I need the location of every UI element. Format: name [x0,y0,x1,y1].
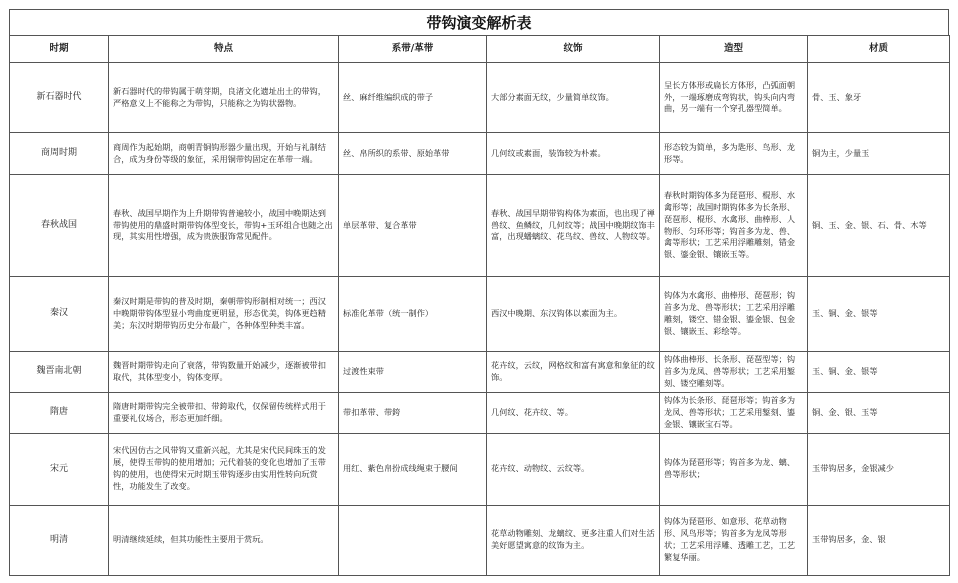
shape-cell: 钩体曲棒形、长条形、琵琶型等；钩首多为龙凤、兽等形状；工艺采用錾刻、镂空雕刻等。 [660,352,808,393]
shape-cell: 钩体为琵琶形等；钩首多为龙、螭、兽等形状； [660,433,808,505]
period-cell: 秦汉 [10,277,109,352]
material-cell: 玉、铜、金、银等 [808,352,950,393]
belt-cell: 带扣革带、带銙 [339,393,487,434]
table-row [10,175,950,277]
header-feature: 特点 [109,36,339,63]
shape-cell: 钩体为长条形、琵琶形等；钩首多为龙凤、兽等形状；工艺采用錾刻、鎏金银、镶嵌宝石等。 [660,393,808,434]
shape-cell: 钩体为琵琶形、如意形、花草动物形、风鸟形等；钩首多为龙凤等形状；工艺采用浮雕、透雕工艺，工艺繁复华丽。 [660,505,808,575]
belt-cell: 用红、紫色帛扮成线绳束于腰间 [339,433,487,505]
pattern-cell: 几何纹或素面，装饰较为朴素。 [487,133,660,175]
pattern-cell: 西汉中晚期、东汉钩体以素面为主。 [487,277,660,352]
material-cell: 铜、玉、金、银、石、骨、木等 [808,175,950,277]
table-header-row [10,36,950,63]
material-cell: 铜、金、银、玉等 [808,393,950,434]
feature-cell: 春秋、战国早期作为上升期带钩普遍较小，战国中晚期达到带钩使用的鼎盛时期带钩体型变长，带钩+玉环组合也随之出现，其实用性增强，成为贵族服饰常见配件。 [109,175,339,277]
pattern-cell: 花卉纹、动物纹、云纹等。 [487,433,660,505]
belt-cell: 单层革带、复合革带 [339,175,487,277]
period-cell: 春秋战国 [10,175,109,277]
pattern-cell: 花草动物雕刻、龙螭纹、更多注重人们对生活美好愿望寓意的纹饰为主。 [487,505,660,575]
header-material: 材质 [808,36,950,63]
table-row [10,433,950,505]
table-row [10,393,950,434]
header-shape: 造型 [660,36,808,63]
shape-cell: 形态较为简单，多为匙形、鸟形、龙形等。 [660,133,808,175]
feature-cell: 宋代因仿古之风带钩又重新兴起，尤其是宋代民间珠玉的发展，使得玉带钩的使用增加；元代着装的变化也增加了玉带钩的使用，也使得宋元时期玉带钩逐步由实用性转向玩赏性，功能发生了改变。 [109,433,339,505]
feature-cell: 新石器时代的带钩属于萌芽期，良渚文化遗址出土的带钩，严格意义上不能称之为带钩，只能称之为钩状器物。 [109,63,339,133]
belt-cell: 丝、帛所织的系带、原始革带 [339,133,487,175]
material-cell: 玉带钩居多，金、银 [808,505,950,575]
feature-cell: 明清继续延续，但其功能性主要用于赏玩。 [109,505,339,575]
belt-cell: 过渡性束带 [339,352,487,393]
pattern-cell: 花卉纹，云纹，网格纹和富有寓意和象征的纹饰。 [487,352,660,393]
period-cell: 宋元 [10,433,109,505]
table-row [10,277,950,352]
table-title: 带钩演变解析表 [9,9,949,35]
pattern-cell: 大部分素面无纹，少量简单纹饰。 [487,63,660,133]
evolution-table-container [9,9,949,576]
pattern-cell: 春秋、战国早期带钩构体为素面，也出现了禅兽纹、鱼鳞纹，几何纹等；战国中晚期纹饰丰富，出现蟠螭纹、花鸟纹、兽纹、人物纹等。 [487,175,660,277]
feature-cell: 隋唐时期带钩完全被带扣、带銙取代，仅保留传统样式用于重要礼仪场合，形态更加纤细。 [109,393,339,434]
belt-cell [339,505,487,575]
period-cell: 魏晋南北朝 [10,352,109,393]
header-pattern: 纹饰 [487,36,660,63]
period-cell: 商周时期 [10,133,109,175]
shape-cell: 呈长方体形或扁长方体形，凸弧面朝外，一端琢磨成弯钩状，钩头向内弯曲，另一端有一个穿孔器型简单。 [660,63,808,133]
period-cell: 新石器时代 [10,63,109,133]
pattern-cell: 几何纹、花卉纹、等。 [487,393,660,434]
material-cell: 骨、玉、象牙 [808,63,950,133]
material-cell: 玉带钩居多，金银减少 [808,433,950,505]
shape-cell: 春秋时期钩体多为琵琶形、棍形、水禽形等；战国时期钩体多为长条形、琵琶形、棍形、水禽形、曲棒形、人物形、匀环形等；钩首多为龙、兽、禽等形状；工艺采用浮雕雕刻，错金银、鎏金银、镶嵌玉等。 [660,175,808,277]
shape-cell: 钩体为水禽形、曲棒形、琵琶形；钩首多为龙、兽等形状；工艺采用浮雕雕刻，镂空、错金银、鎏金银、包金银、镶嵌玉、彩绘等。 [660,277,808,352]
feature-cell: 秦汉时期是带钩的普及时期，秦朝带钩形制相对统一；西汉中晚期带钩体型显小弯曲度更明显，形态优美，钩体更趋精美；东汉时期带钩历史分布最广，各种体型种类丰富。 [109,277,339,352]
feature-cell: 魏晋时期带钩走向了衰落，带钩数量开始减少，逐渐被带扣取代，其体型变小，钩体变厚。 [109,352,339,393]
table-row [10,505,950,575]
period-cell: 明清 [10,505,109,575]
header-period: 时期 [10,36,109,63]
material-cell: 铜为主，少量玉 [808,133,950,175]
evolution-table [9,35,950,576]
belt-cell: 丝、麻纤维编织成的带子 [339,63,487,133]
table-row [10,63,950,133]
period-cell: 隋唐 [10,393,109,434]
belt-cell: 标准化革带（统一制作） [339,277,487,352]
feature-cell: 商周作为起始期，商朝青铜钩形器少量出现，开始与礼制结合，成为身份等级的象征，采用铜带钩固定在革带一端。 [109,133,339,175]
table-row [10,133,950,175]
material-cell: 玉、铜、金、银等 [808,277,950,352]
header-belt: 系带/革带 [339,36,487,63]
table-row [10,352,950,393]
